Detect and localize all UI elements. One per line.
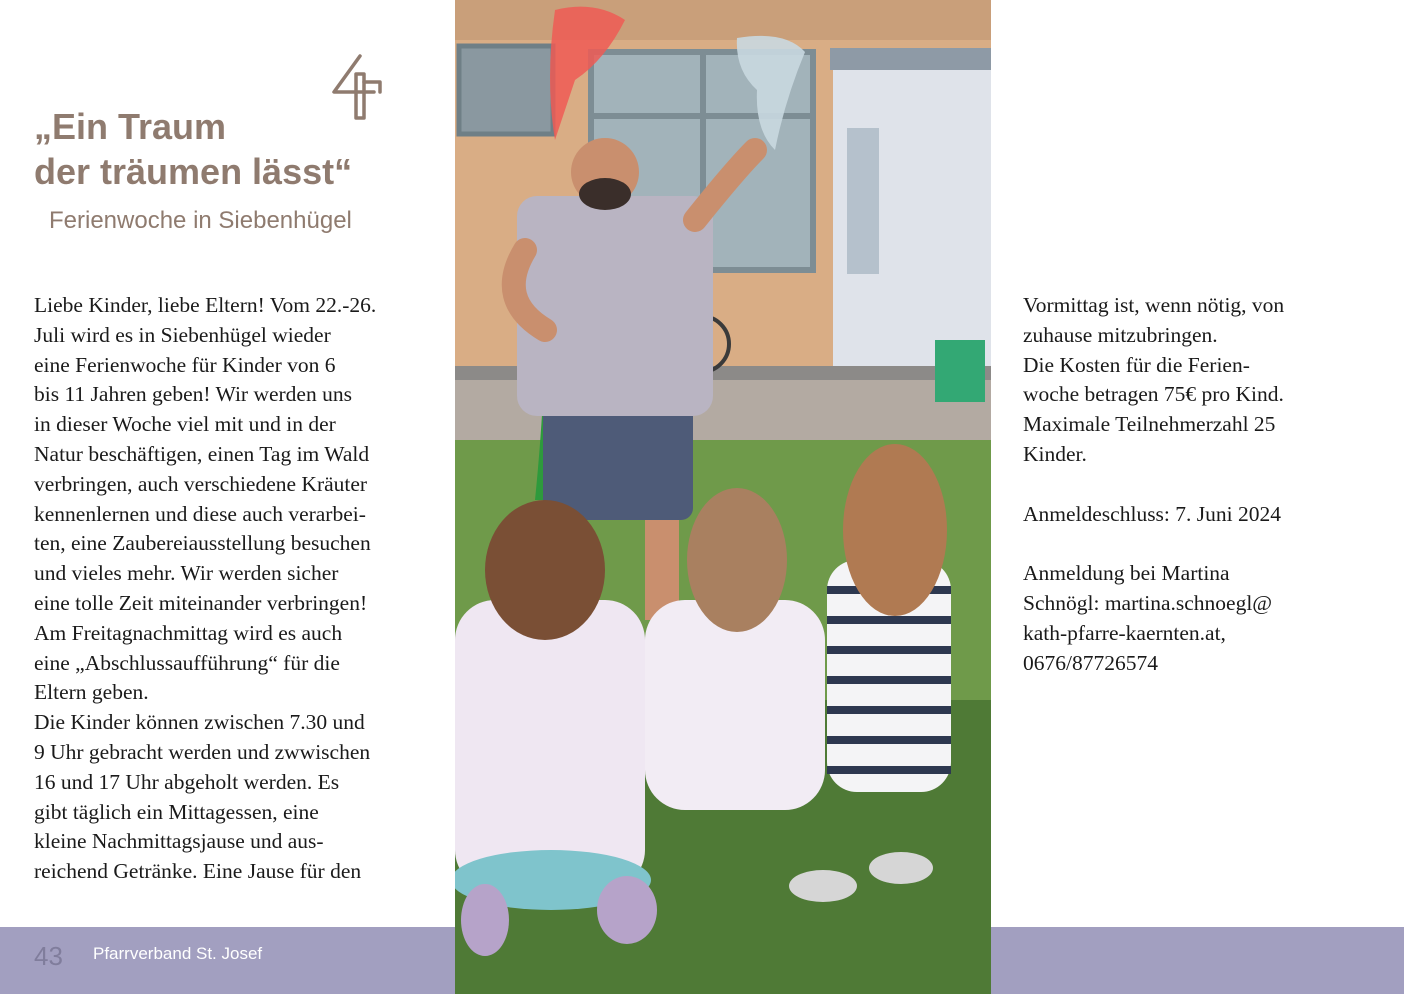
body-text-line: Liebe Kinder, liebe Eltern! Vom 22.-26. [34, 293, 377, 317]
article-photo [455, 0, 991, 994]
body-text-line: ten, eine Zaubereiausstellung besuchen [34, 531, 371, 556]
body-text-line: verbringen, auch verschiedene Kräuter [34, 471, 368, 496]
body-text-line: in dieser Woche viel mit und in der [34, 412, 336, 437]
body-text-line: Kinder. [1023, 441, 1087, 466]
body-text-line: reichend Getränke. Eine Jause für den [34, 859, 362, 884]
body-text-line: Die Kosten für die Ferien- [1023, 352, 1250, 377]
body-text-line: Am Freitagnachmittag wird es auch [34, 620, 343, 645]
body-text-line: Vormittag ist, wenn nötig, von [1023, 293, 1285, 317]
body-text-line: Die Kinder können zwischen 7.30 und [34, 710, 365, 735]
body-text-line [1023, 529, 1284, 559]
footer-publication-label: Pfarrverband St. Josef [93, 944, 263, 963]
page-number: 43 [34, 941, 63, 971]
body-text-line: eine „Abschlussaufführung“ für die [34, 650, 340, 675]
body-text-line: 16 und 17 Uhr abgeholt werden. Es [34, 769, 340, 794]
body-text-line: Natur beschäftigen, einen Tag im Wald [34, 441, 370, 466]
body-text-line: und vieles mehr. Wir werden sicher [34, 561, 339, 586]
body-text-line: Juli wird es in Siebenhügel wieder [34, 322, 331, 347]
body-text-line: 9 Uhr gebracht werden und zwwischen [34, 739, 371, 764]
body-text-left-column [34, 291, 376, 887]
body-text-line: Maximale Teilnehmerzahl 25 [1023, 412, 1276, 437]
body-text-right-column [1023, 291, 1284, 678]
body-text-line: bis 11 Jahren geben! Wir werden uns [34, 382, 352, 407]
body-text-line: eine tolle Zeit miteinander verbringen! [34, 590, 368, 615]
body-text-line: Anmeldeschluss: 7. Juni 2024 [1023, 501, 1281, 526]
article-title-line: der träumen lässt“ [34, 151, 353, 192]
body-text-line: kath-pfarre-kaernten.at, [1023, 620, 1226, 645]
body-text-line: woche betragen 75€ pro Kind. [1023, 382, 1284, 407]
article-title-line: „Ein Traum [34, 106, 227, 147]
body-text-line [1023, 470, 1284, 500]
body-text-line: Eltern geben. [34, 680, 149, 705]
body-text-line: eine Ferienwoche für Kinder von 6 [34, 352, 336, 377]
body-text-line: 0676/87726574 [1023, 650, 1158, 675]
article-title [34, 104, 434, 194]
article-subtitle: Ferienwoche in Siebenhügel [49, 207, 352, 234]
body-text-line: gibt täglich ein Mittagessen, eine [34, 799, 319, 824]
body-text-line: kleine Nachmittagsjause und aus- [34, 829, 324, 854]
body-text-line: zuhause mitzubringen. [1023, 322, 1218, 347]
body-text-line: kennenlernen und diese auch verarbei- [34, 501, 366, 526]
body-text-line: Anmeldung bei Martina [1023, 561, 1230, 586]
body-text-line: Schnögl: martina.schnoegl@ [1023, 590, 1273, 615]
